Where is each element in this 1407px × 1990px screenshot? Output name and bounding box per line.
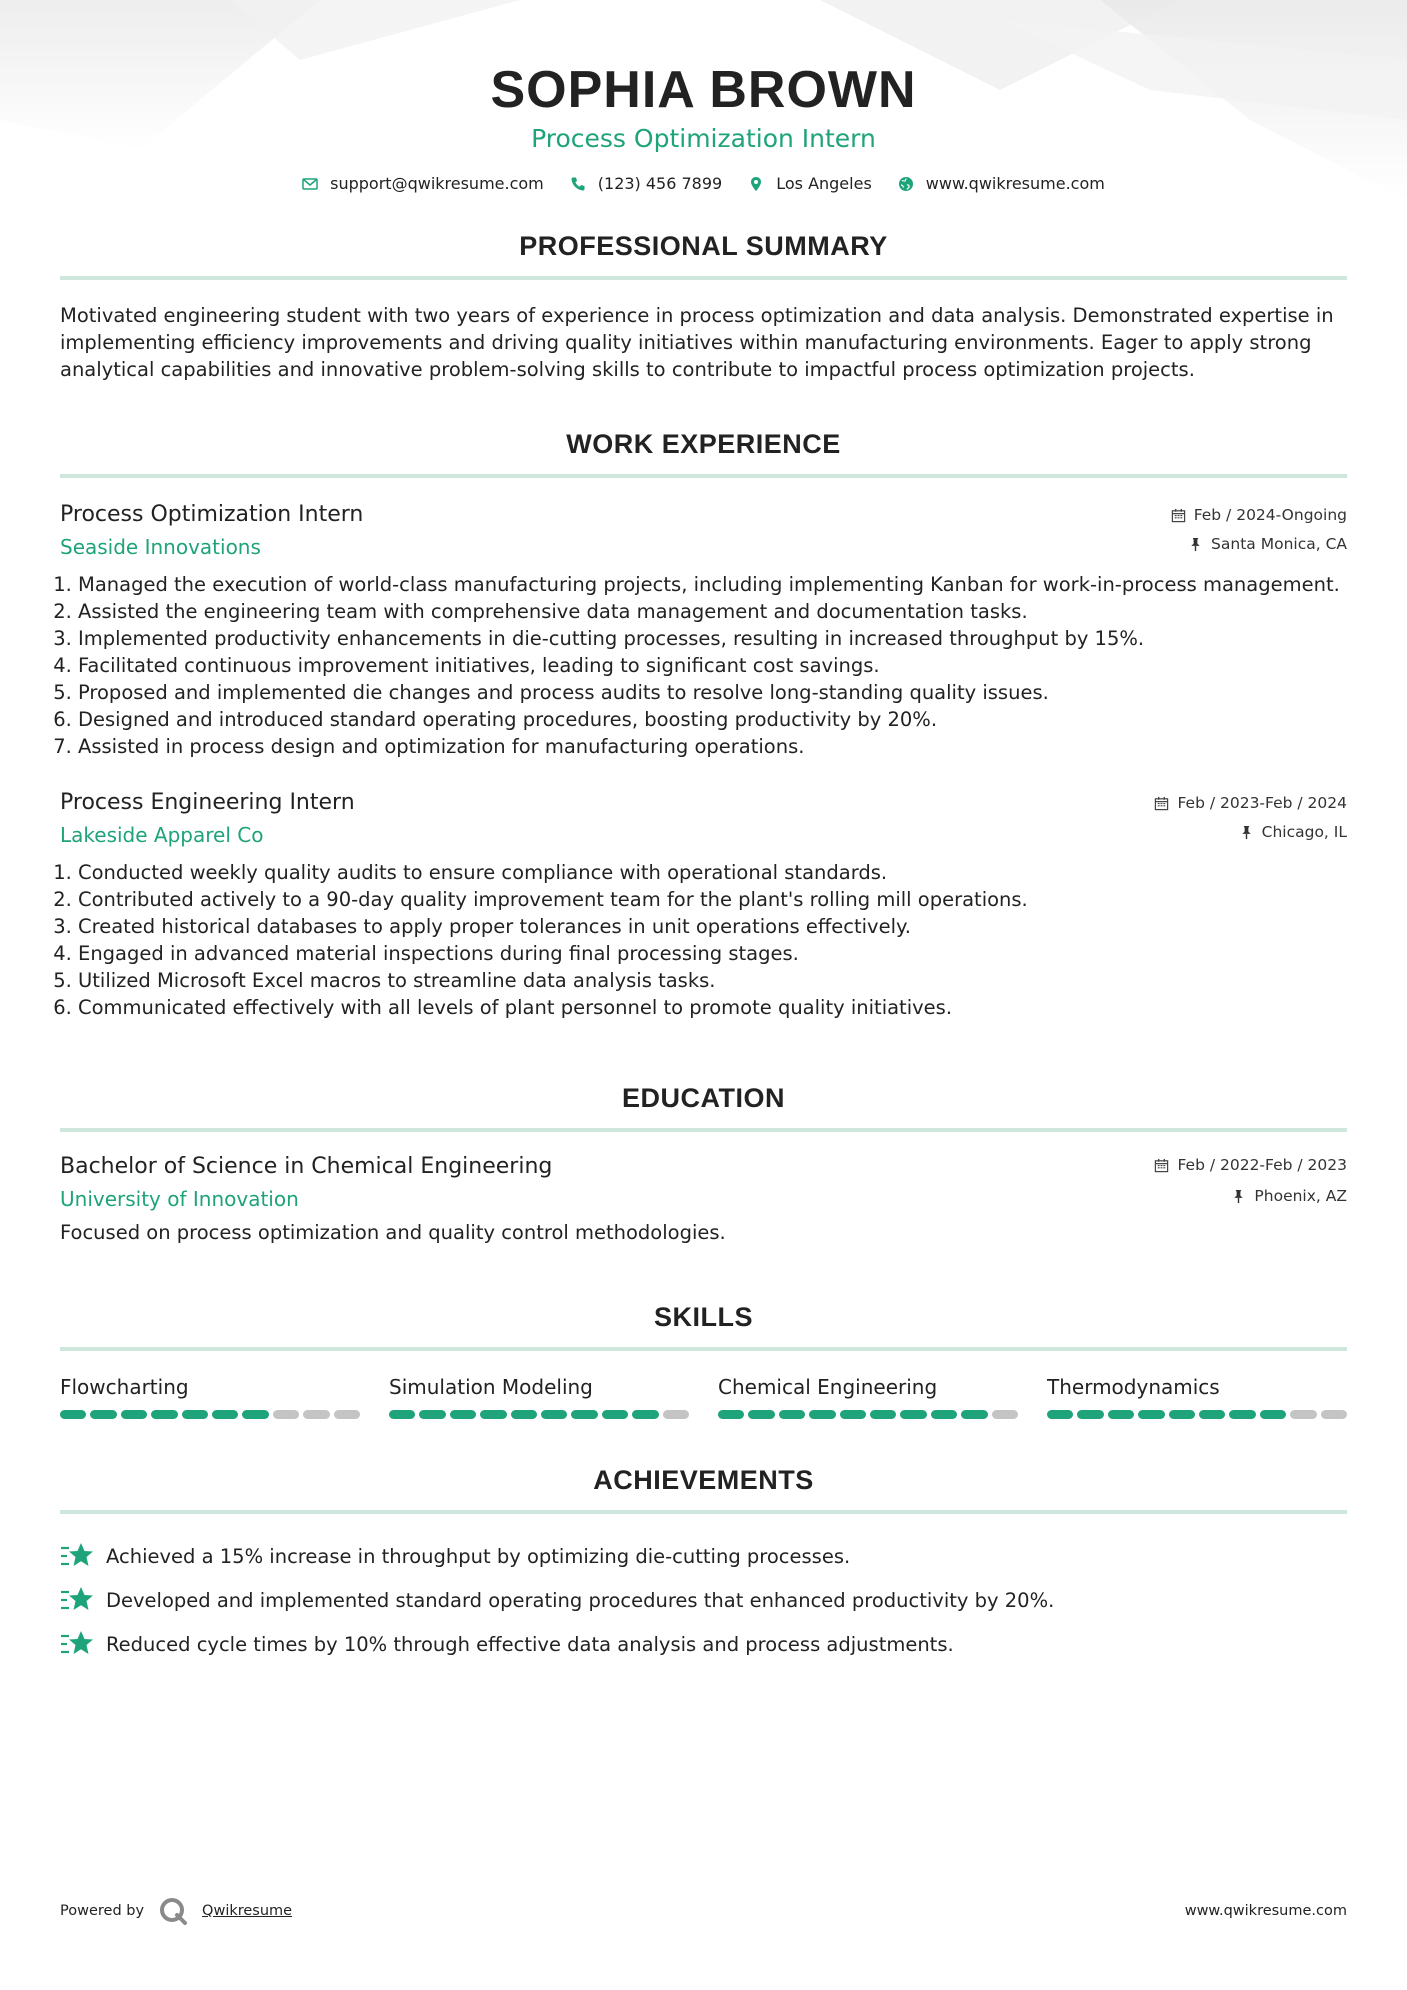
- job-company: Lakeside Apparel Co: [60, 823, 264, 847]
- job-dates: [1171, 506, 1347, 524]
- list-item: 6. Communicated effectively with all levels of plant personnel to promote quality initiatives.: [78, 994, 1347, 1021]
- list-item: 4. Engaged in advanced material inspections during final processing stages.: [78, 940, 1347, 967]
- job-entry: [60, 790, 1347, 1021]
- achievements-heading: ACHIEVEMENTS: [593, 1465, 814, 1495]
- skill-level-segment-filled: [571, 1410, 597, 1419]
- skill-level-segment-filled: [931, 1410, 957, 1419]
- contact-bar: [60, 174, 1347, 193]
- skill-level-segment-filled: [480, 1410, 506, 1419]
- list-item: 2. Contributed actively to a 90-day quality improvement team for the plant's rolling mill operations.: [78, 886, 1347, 913]
- skills-heading: SKILLS: [653, 1302, 753, 1332]
- skill-level-segment-filled: [1260, 1410, 1286, 1419]
- achievement-text: Reduced cycle times by 10% through effective data analysis and process adjustments.: [106, 1632, 954, 1656]
- skill-level-bar: [60, 1410, 360, 1419]
- pushpin-icon: [1231, 1189, 1246, 1204]
- skill-level-segment-filled: [511, 1410, 537, 1419]
- experience-heading: WORK EXPERIENCE: [566, 429, 841, 459]
- school-name: University of Innovation: [60, 1187, 299, 1211]
- skill-level-segment-empty: [663, 1410, 689, 1419]
- skill-level-segment-empty: [1290, 1410, 1316, 1419]
- job-title: Process Engineering Intern: [60, 790, 355, 815]
- list-item: 5. Proposed and implemented die changes and process audits to resolve long-standing quality issues.: [78, 679, 1347, 706]
- skill-level-segment-empty: [273, 1410, 299, 1419]
- skill-level-segment-filled: [1077, 1410, 1103, 1419]
- skill-level-segment-filled: [389, 1410, 415, 1419]
- list-item: 3. Created historical databases to apply proper tolerances in unit operations effectively.: [78, 913, 1347, 940]
- skill-name: Flowcharting: [60, 1375, 189, 1399]
- job-entry: [60, 502, 1347, 760]
- job-dates-text: Feb / 2024-Ongoing: [1193, 506, 1347, 524]
- skill-level-segment-filled: [840, 1410, 866, 1419]
- skill-level-segment-filled: [602, 1410, 628, 1419]
- job-dates-text: Feb / 2023-Feb / 2024: [1177, 794, 1347, 812]
- skill-level-segment-filled: [1229, 1410, 1255, 1419]
- contact-location-text: Los Angeles: [776, 174, 872, 193]
- qwikresume-logo-icon: [158, 1896, 188, 1926]
- skill-level-segment-filled: [419, 1410, 445, 1419]
- skill-item: [1047, 1375, 1347, 1419]
- contact-email-text: support@qwikresume.com: [330, 174, 544, 193]
- list-item: [60, 1534, 1347, 1578]
- envelope-icon: [302, 176, 318, 192]
- achievements-divider: [60, 1510, 1347, 1514]
- skill-level-bar: [718, 1410, 1018, 1419]
- skill-level-segment-filled: [151, 1410, 177, 1419]
- skill-level-segment-filled: [632, 1410, 658, 1419]
- candidate-title: Process Optimization Intern: [531, 124, 876, 153]
- list-item: 5. Utilized Microsoft Excel macros to streamline data analysis tasks.: [78, 967, 1347, 994]
- contact-website-text: www.qwikresume.com: [925, 174, 1105, 193]
- skill-level-segment-filled: [1047, 1410, 1073, 1419]
- education-divider: [60, 1128, 1347, 1132]
- skill-level-segment-filled: [961, 1410, 987, 1419]
- skill-level-segment-filled: [90, 1410, 116, 1419]
- calendar-icon: [1171, 508, 1186, 523]
- skill-name: Thermodynamics: [1047, 1375, 1220, 1399]
- job-bullets: [60, 859, 1347, 1021]
- skill-level-segment-filled: [1169, 1410, 1195, 1419]
- job-location-text: Santa Monica, CA: [1211, 535, 1347, 553]
- education-dates: [1154, 1156, 1347, 1174]
- skill-level-segment-filled: [182, 1410, 208, 1419]
- skill-level-segment-filled: [1138, 1410, 1164, 1419]
- list-item: [60, 1578, 1347, 1622]
- footer-website[interactable]: www.qwikresume.com: [1184, 1903, 1347, 1919]
- skill-level-segment-filled: [809, 1410, 835, 1419]
- list-item: 7. Assisted in process design and optimization for manufacturing operations.: [78, 733, 1347, 760]
- skill-level-segment-empty: [334, 1410, 360, 1419]
- skill-level-segment-filled: [718, 1410, 744, 1419]
- skill-item: [389, 1375, 689, 1419]
- skill-level-segment-filled: [779, 1410, 805, 1419]
- job-location-text: Chicago, IL: [1261, 823, 1347, 841]
- skill-level-segment-filled: [1199, 1410, 1225, 1419]
- achievement-text: Developed and implemented standard operating procedures that enhanced productivity by 20%.: [106, 1588, 1055, 1612]
- job-title: Process Optimization Intern: [60, 502, 364, 527]
- education-dates-text: Feb / 2022-Feb / 2023: [1177, 1156, 1347, 1174]
- skills-section: [60, 1302, 1347, 1419]
- list-item: 1. Conducted weekly quality audits to ensure compliance with operational standards.: [78, 859, 1347, 886]
- candidate-name: SOPHIA BROWN: [490, 61, 917, 119]
- achievements-section: [60, 1465, 1347, 1666]
- education-location-text: Phoenix, AZ: [1254, 1187, 1347, 1205]
- experience-divider: [60, 474, 1347, 478]
- skill-level-segment-empty: [303, 1410, 329, 1419]
- summary-divider: [60, 276, 1347, 280]
- qwikresume-link[interactable]: Qwikresume: [202, 1903, 293, 1919]
- list-item: 1. Managed the execution of world-class manufacturing projects, including implementing Kanban for work-in-process management.: [78, 571, 1347, 598]
- list-item: 2. Assisted the engineering team with comprehensive data management and documentation tasks.: [78, 598, 1347, 625]
- skill-level-segment-filled: [212, 1410, 238, 1419]
- globe-icon: [898, 176, 914, 192]
- star-icon: [60, 1629, 94, 1659]
- contact-location: [748, 174, 872, 193]
- skill-level-bar: [1047, 1410, 1347, 1419]
- contact-email[interactable]: [302, 174, 544, 193]
- skill-level-segment-empty: [992, 1410, 1018, 1419]
- map-pin-icon: [748, 176, 764, 192]
- degree-title: Bachelor of Science in Chemical Engineering: [60, 1154, 553, 1179]
- skill-level-segment-filled: [900, 1410, 926, 1419]
- footer-powered-by: [60, 1896, 292, 1926]
- list-item: [60, 1622, 1347, 1666]
- list-item: 6. Designed and introduced standard operating procedures, boosting productivity by 20%.: [78, 706, 1347, 733]
- education-section: [60, 1083, 1347, 1246]
- skill-level-segment-filled: [541, 1410, 567, 1419]
- education-heading: EDUCATION: [622, 1083, 785, 1113]
- skill-level-segment-filled: [121, 1410, 147, 1419]
- calendar-icon: [1154, 1158, 1169, 1173]
- skill-level-bar: [389, 1410, 689, 1419]
- summary-text: Motivated engineering student with two years of experience in process optimization and data analysis. Demonstrated expertise in implementing efficiency improvements and driving quality initiatives within manufacturing environments. Eager to apply strong analytical capabilities and innovative problem-solving skills to contribute to impactful process optimization projects.: [60, 304, 1334, 381]
- calendar-icon: [1154, 796, 1169, 811]
- skill-level-segment-filled: [870, 1410, 896, 1419]
- achievements-list: [60, 1534, 1347, 1666]
- skill-level-segment-filled: [1108, 1410, 1134, 1419]
- phone-icon: [570, 176, 586, 192]
- job-location: [1239, 823, 1347, 841]
- skill-level-segment-filled: [242, 1410, 268, 1419]
- star-icon: [60, 1585, 94, 1615]
- skill-level-segment-filled: [60, 1410, 86, 1419]
- skills-divider: [60, 1347, 1347, 1351]
- job-bullets: [60, 571, 1347, 760]
- skill-name: Simulation Modeling: [389, 1375, 593, 1399]
- skill-item: [718, 1375, 1018, 1419]
- experience-section: [60, 429, 1347, 1021]
- skill-item: [60, 1375, 360, 1419]
- pushpin-icon: [1239, 825, 1254, 840]
- pushpin-icon: [1188, 537, 1203, 552]
- skill-name: Chemical Engineering: [718, 1375, 938, 1399]
- summary-heading: PROFESSIONAL SUMMARY: [519, 231, 888, 261]
- achievement-text: Achieved a 15% increase in throughput by optimizing die-cutting processes.: [106, 1544, 851, 1568]
- job-dates: [1154, 794, 1347, 812]
- powered-by-label: Powered by: [60, 1903, 145, 1919]
- skill-level-segment-filled: [748, 1410, 774, 1419]
- skill-level-segment-filled: [450, 1410, 476, 1419]
- skill-level-segment-empty: [1321, 1410, 1347, 1419]
- skills-list: [60, 1375, 1347, 1419]
- contact-phone-text: (123) 456 7899: [597, 174, 723, 193]
- star-icon: [60, 1541, 94, 1571]
- job-company: Seaside Innovations: [60, 535, 261, 559]
- summary-section: [60, 231, 1347, 383]
- list-item: 3. Implemented productivity enhancements in die-cutting processes, resulting in increased throughput by 15%.: [78, 625, 1347, 652]
- contact-website[interactable]: [898, 174, 1105, 193]
- education-location: [1231, 1187, 1347, 1205]
- footer: [60, 1896, 1347, 1926]
- list-item: 4. Facilitated continuous improvement initiatives, leading to significant cost savings.: [78, 652, 1347, 679]
- education-entry: [60, 1154, 1347, 1246]
- education-description: Focused on process optimization and quality control methodologies.: [60, 1221, 726, 1244]
- job-location: [1188, 535, 1347, 553]
- contact-phone[interactable]: [570, 174, 722, 193]
